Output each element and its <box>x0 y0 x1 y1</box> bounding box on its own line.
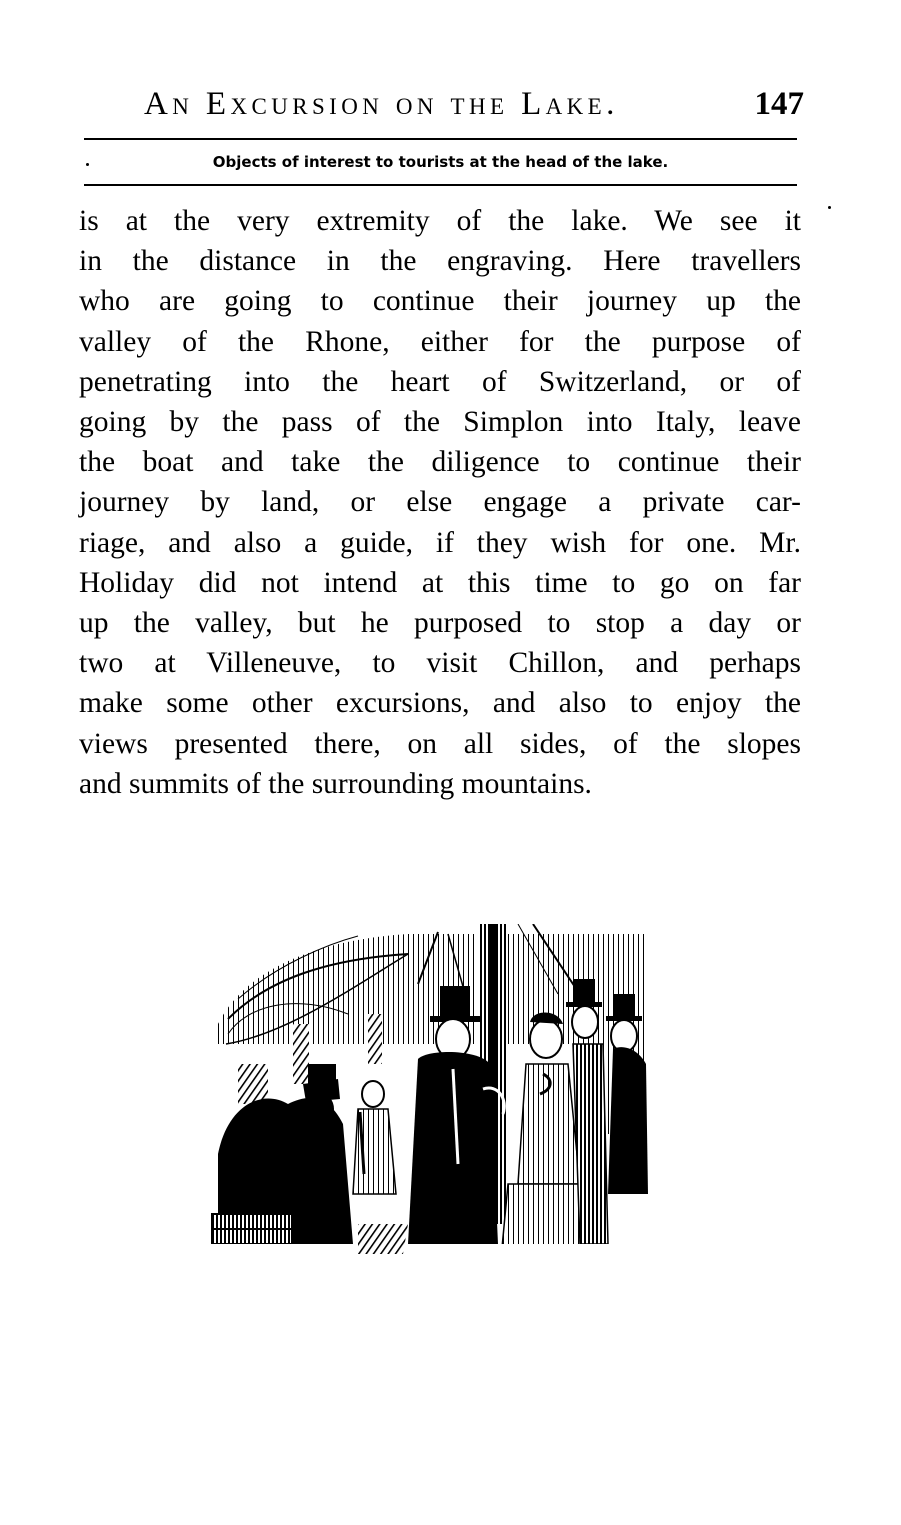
text-line: going by the pass of the Simplon into Italy, leave <box>79 406 801 439</box>
running-header <box>144 84 804 128</box>
header-rule-bottom <box>84 184 797 186</box>
text-line: valley of the Rhone, either for the purpose of <box>79 325 801 358</box>
section-subheading: Objects of interest to tourists at the head of the lake. <box>212 153 669 171</box>
text-line: who are going to continue their journey up the <box>79 285 801 318</box>
text-line: journey by land, or else engage a private car- <box>79 486 801 519</box>
body-paragraph <box>79 201 801 804</box>
text-line: two at Villeneuve, to visit Chillon, and perhaps <box>79 647 801 680</box>
page-number: 147 <box>754 86 804 122</box>
engraving-illustration <box>208 924 656 1272</box>
text-line: is at the very extremity of the lake. We see it <box>79 205 801 237</box>
text-line: riage, and also a guide, if they wish for one. Mr. <box>79 526 801 559</box>
text-line: in the distance in the engraving. Here travellers <box>79 245 801 278</box>
text-line: and summits of the surrounding mountains. <box>79 767 592 800</box>
text-line: penetrating into the heart of Switzerland, or of <box>79 365 801 398</box>
text-line: up the valley, but he purposed to stop a day or <box>79 607 801 640</box>
text-line: Holiday did not intend at this time to go on far <box>79 566 801 599</box>
text-line: make some other excursions, and also to enjoy the <box>79 687 801 720</box>
print-speck <box>828 206 831 209</box>
text-line: views presented there, on all sides, of the slopes <box>79 727 801 760</box>
header-rule-top <box>84 138 797 140</box>
text-line: the boat and take the diligence to continue their <box>79 446 801 479</box>
running-title: An Excursion on the Lake. <box>144 86 619 122</box>
